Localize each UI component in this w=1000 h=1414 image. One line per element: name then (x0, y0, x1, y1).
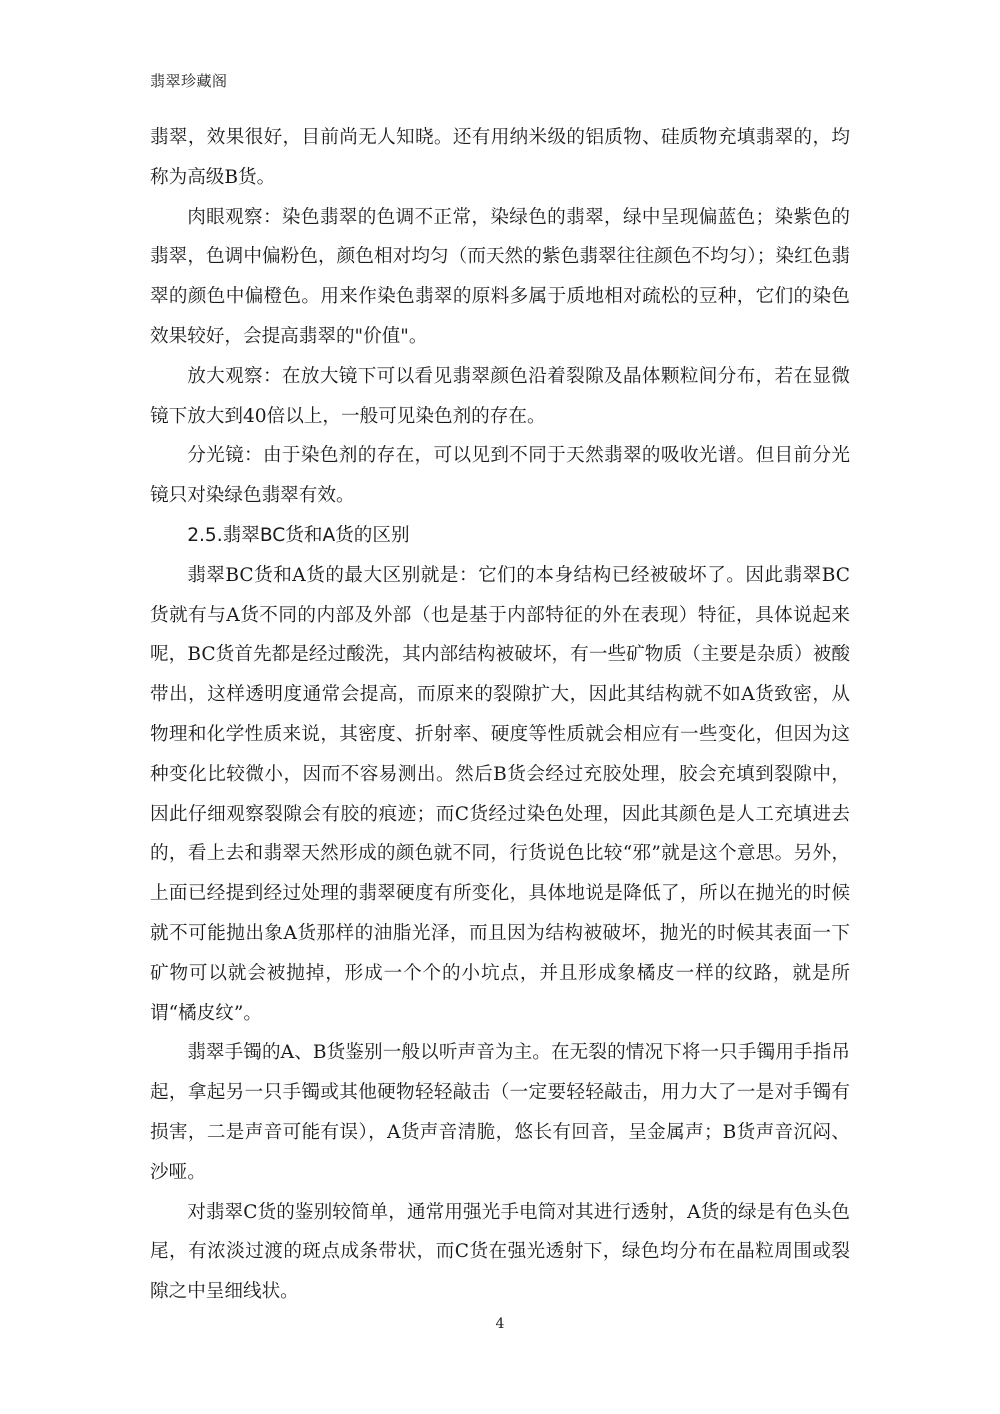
body-paragraph-bracelet-sound: 翡翠手镯的A、B货鉴别一般以听声音为主。在无裂的情况下将一只手镯用手指吊起，拿起另一只手镯或其他硬物轻轻敲击（一定要轻轻敲击，用力大了一是对手镯有损害，二是声音可能有误），A货声音清脆，悠长有回音，呈金属声；B货声音沉闷、沙哑。 (150, 1042, 850, 1183)
running-header: 翡翠珍藏阁 (150, 72, 228, 90)
section-heading: 2.5.翡翠BC货和A货的区别 (187, 524, 410, 546)
body-paragraph-spectroscope: 分光镜：由于染色剂的存在，可以见到不同于天然翡翠的吸收光谱。但目前分光镜只对染绿色翡翠有效。 (150, 445, 850, 507)
page-number: 4 (495, 1316, 505, 1332)
body-paragraph-bc-vs-a: 翡翠BC货和A货的最大区别就是：它们的本身结构已经被破坏了。因此翡翠BC货就有与A货不同的内部及外部（也是基于内部特征的外在表现）特征，具体说起来呢，BC货首先都是经过酸洗，其内部结构被破坏，有一些矿物质（主要是杂质）被酸带出，这样透明度通常会提高，而原来的裂隙扩大，因此其结构就不如A货致密，从物理和化学性质来说，其密度、折射率、硬度等性质就会相应有一些变化，但因为这种变化比较微小，因而不容易测出。然后B货会经过充胶处理，胶会充填到裂隙中，因此仔细观察裂隙会有胶的痕迹；而C货经过染色处理，因此其颜色是人工充填进去的，看上去和翡翠天然形成的颜色就不同，行货说色比较“邪”就是这个意思。另外，上面已经提到经过处理的翡翠硬度有所变化，具体地说是降低了，所以在抛光的时候就不可能抛出象A货那样的油脂光泽，而且因为结构被破坏，抛光的时候其表面一下矿物可以就会被抛掉，形成一个个的小坑点，并且形成象橘皮一样的纹路，就是所谓“橘皮纹”。 (150, 564, 850, 1024)
body-paragraph-magnification: 放大观察：在放大镜下可以看见翡翠颜色沿着裂隙及晶体颗粒间分布，若在显微镜下放大到40倍以上，一般可见染色剂的存在。 (150, 365, 850, 427)
body-paragraph-continued: 翡翠，效果很好，目前尚无人知晓。还有用纳米级的铝质物、硅质物充填翡翠的，均称为高级B货。 (150, 127, 850, 188)
page-body (150, 118, 850, 1312)
body-paragraph-c-grade: 对翡翠C货的鉴别较简单，通常用强光手电筒对其进行透射，A货的绿是有色头色尾，有浓淡过渡的斑点成条带状，而C货在强光透射下，绿色均分布在晶粒周围或裂隙之中呈细线状。 (150, 1201, 850, 1303)
body-paragraph-visual-observation: 肉眼观察：染色翡翠的色调不正常，染绿色的翡翠，绿中呈现偏蓝色；染紫色的翡翠，色调中偏粉色，颜色相对均匀（而天然的紫色翡翠往往颜色不均匀）；染红色翡翠的颜色中偏橙色。用来作染色翡翠的原料多属于质地相对疏松的豆种，它们的染色效果较好，会提高翡翠的"价值"。 (150, 206, 850, 347)
